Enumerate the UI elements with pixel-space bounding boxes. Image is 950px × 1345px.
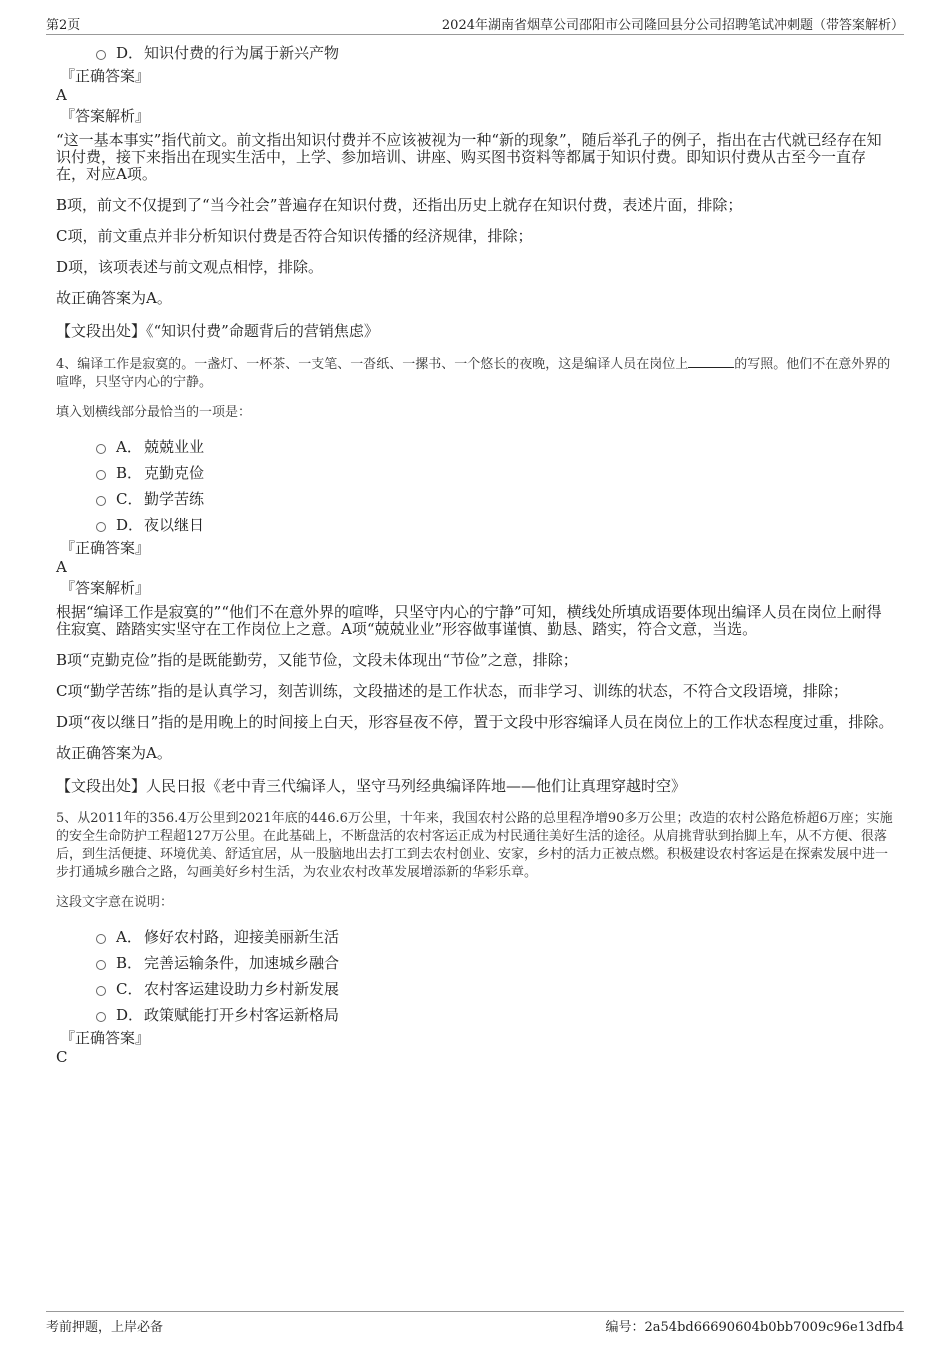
analysis-paragraph: D项“夜以继日”指的是用晚上的时间接上白天，形容昼夜不停，置于文段中形容编译人员在岗位上的工作状态程度过重，排除。 xyxy=(56,713,894,731)
question-prompt: 填入划横线部分最恰当的一项是： xyxy=(56,405,252,420)
document-body xyxy=(56,40,894,1068)
radio-icon[interactable] xyxy=(96,934,106,944)
radio-icon[interactable] xyxy=(96,496,106,506)
correct-answer: A xyxy=(56,558,67,576)
page-header xyxy=(46,14,904,35)
radio-icon[interactable] xyxy=(96,960,106,970)
document-id: 编号：2a54bd66690604b0bb7009c96e13dfb4 xyxy=(605,1320,904,1335)
analysis-paragraph: B项“克勤克俭”指的是既能勤劳，又能节俭，文段未体现出“节俭”之意，排除； xyxy=(56,651,578,669)
correct-answer-label: 『正确答案』 xyxy=(60,1029,151,1047)
analysis-label: 『答案解析』 xyxy=(60,107,151,125)
page-number: 第2页 xyxy=(46,18,81,33)
footer-slogan: 考前押题，上岸必备 xyxy=(46,1320,164,1335)
q4-option-b[interactable]: B． 克勤克俭 xyxy=(56,460,894,486)
analysis-paragraph: D项，该项表述与前文观点相悖，排除。 xyxy=(56,258,324,276)
radio-icon[interactable] xyxy=(96,470,106,480)
analysis-paragraph: 根据“编译工作是寂寞的”“他们不在意外界的喧哗，只坚守内心的宁静”可知，横线处所填成语要体现出编译人员在岗位上耐得住寂寞、踏踏实实坚守在工作岗位上之意。A项“兢兢业业”形容做事谨慎、勤恳、踏实，符合文意，当选。 xyxy=(56,603,882,638)
option-text: 勤学苦练 xyxy=(144,490,205,508)
analysis-paragraph: 故正确答案为A。 xyxy=(56,744,172,762)
q5-option-d[interactable]: D．政策赋能打开乡村客运新格局 xyxy=(56,1002,894,1028)
analysis-paragraph: C项，前文重点并非分析知识付费是否符合知识传播的经济规律，排除； xyxy=(56,227,533,245)
q3-option-d[interactable]: D．知识付费的行为属于新兴产物 xyxy=(56,40,894,66)
analysis-paragraph: C项“勤学苦练”指的是认真学习，刻苦训练，文段描述的是工作状态，而非学习、训练的状态，不符合文段语境，排除； xyxy=(56,682,848,700)
q5-option-b[interactable]: B． 完善运输条件，加速城乡融合 xyxy=(56,950,894,976)
question-stem: 5、从2011年的356.4万公里到2021年底的446.6万公里，十年来，我国农村公路的总里程净增90多万公里；改造的农村公路危桥超6万座；实施的安全生命防护工程超127万公里。在此基础上，不断盘活的农村客运正成为村民通往美好生活的途径。从肩挑背驮到抬脚上车，从不方便、很落后，到生活便捷、环境优美、舒适宜居，从一股脑地出去打工到去农村创业、安家，乡村的活力正被点燃。积极建设农村客运是在探索发展中进一步打通城乡融合之路，勾画美好乡村生活，为农业农村改革发展增添新的华彩乐章。 xyxy=(56,811,893,880)
option-text: 农村客运建设助力乡村新发展 xyxy=(144,980,340,998)
correct-answer-label: 『正确答案』 xyxy=(60,67,151,85)
question-stem: 4、编译工作是寂寞的。一盏灯、一杯茶、一支笔、一沓纸、一摞书、一个悠长的夜晚，这是编译人员在岗位上 的写照。他们不在意外界的喧哗，只坚守内心的宁静。 xyxy=(56,357,891,390)
correct-answer: A xyxy=(56,86,67,104)
option-text: 知识付费的行为属于新兴产物 xyxy=(144,44,340,62)
analysis-paragraph: B项，前文不仅提到了“当今社会”普遍存在知识付费，还指出历史上就存在知识付费，表述片面，排除； xyxy=(56,196,743,214)
option-text: 兢兢业业 xyxy=(144,438,205,456)
radio-icon[interactable] xyxy=(96,986,106,996)
analysis-label: 『答案解析』 xyxy=(60,579,151,597)
option-text: 完善运输条件，加速城乡融合 xyxy=(144,954,340,972)
radio-icon[interactable] xyxy=(96,522,106,532)
radio-icon[interactable] xyxy=(96,1012,106,1022)
page-footer xyxy=(46,1311,904,1337)
option-text: 修好农村路，迎接美丽新生活 xyxy=(144,928,340,946)
correct-answer: C xyxy=(56,1048,68,1066)
q5-option-c[interactable]: C． 农村客运建设助力乡村新发展 xyxy=(56,976,894,1002)
question-prompt: 这段文字意在说明： xyxy=(56,895,174,910)
analysis-paragraph: “这一基本事实”指代前文。前文指出知识付费并不应该被视为一种“新的现象”，随后举孔子的例子，指出在古代就已经存在知识付费，接下来指出在现实生活中，上学、参加培训、讲座、购买图书资料等都属于知识付费。即知识付费从古至今一直存在，对应A项。 xyxy=(56,131,882,183)
document-title: 2024年湖南省烟草公司邵阳市公司隆回县分公司招聘笔试冲刺题（带答案解析） xyxy=(441,18,904,33)
radio-icon[interactable] xyxy=(96,50,106,60)
option-text: 政策赋能打开乡村客运新格局 xyxy=(144,1006,340,1024)
source-citation: 【文段出处】人民日报《老中青三代编译人，坚守马列经典编译阵地——他们让真理穿越时空》 xyxy=(56,777,687,795)
option-text: 克勤克俭 xyxy=(144,464,205,482)
q4-option-a[interactable]: A． 兢兢业业 xyxy=(56,434,894,460)
q5-option-a[interactable]: A． 修好农村路，迎接美丽新生活 xyxy=(56,924,894,950)
correct-answer-label: 『正确答案』 xyxy=(60,539,151,557)
option-text: 夜以继日 xyxy=(144,516,205,534)
analysis-paragraph: 故正确答案为A。 xyxy=(56,289,172,307)
q4-option-c[interactable]: C． 勤学苦练 xyxy=(56,486,894,512)
radio-icon[interactable] xyxy=(96,444,106,454)
fill-blank xyxy=(688,355,734,368)
source-citation: 【文段出处】《“知识付费”命题背后的营销焦虑》 xyxy=(56,322,379,340)
q4-option-d[interactable]: D．夜以继日 xyxy=(56,512,894,538)
